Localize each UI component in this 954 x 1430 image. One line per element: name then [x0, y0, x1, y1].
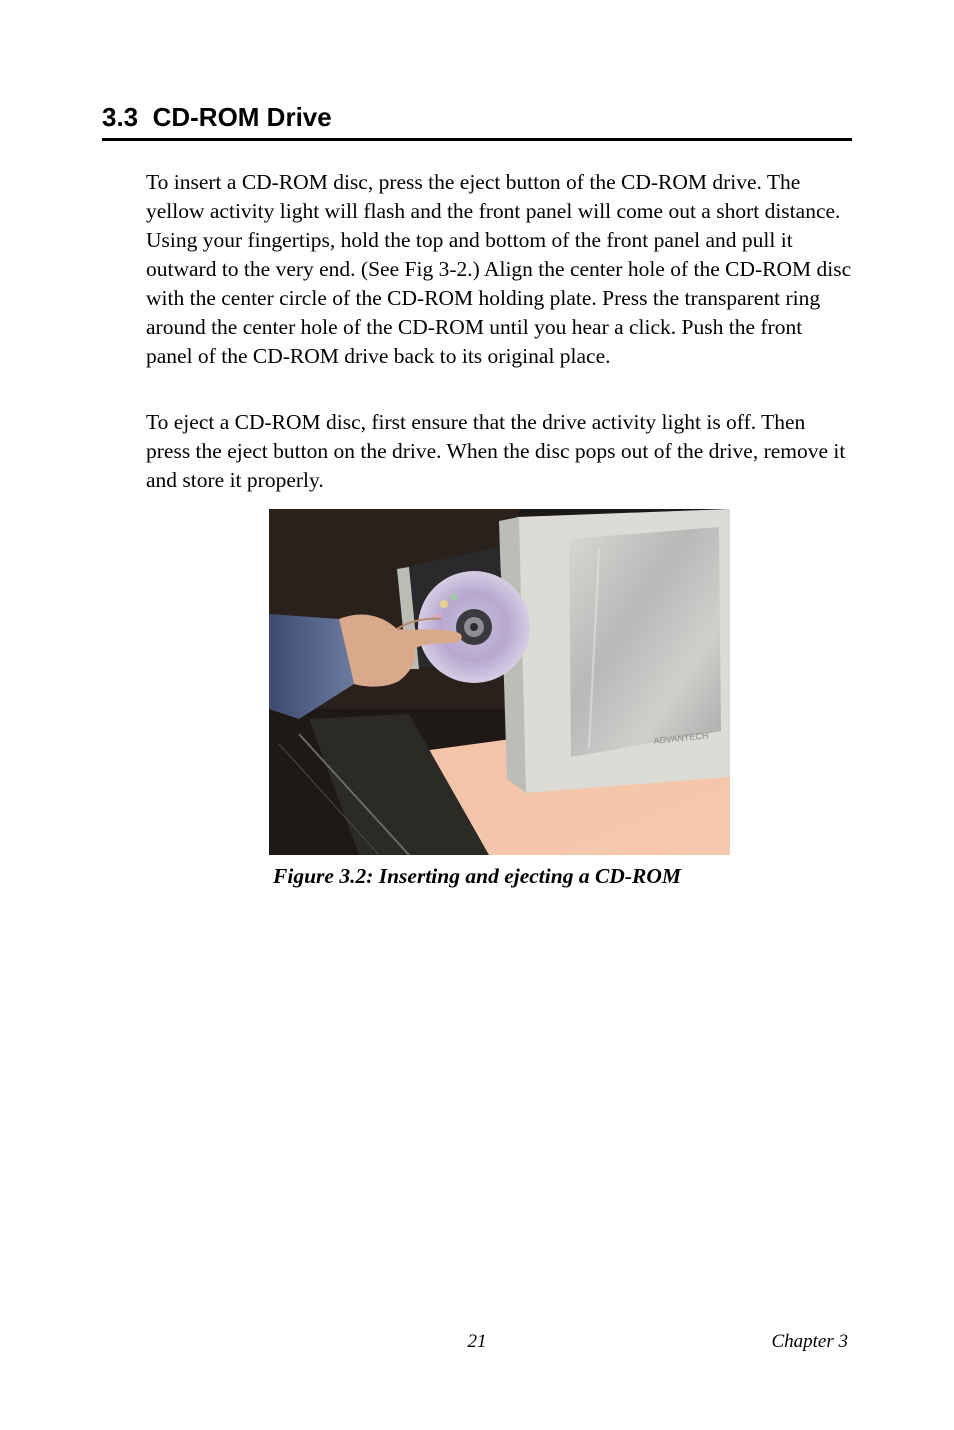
monitor-brand-text: ADVANTECH — [653, 730, 709, 746]
figure-caption: Figure 3.2: Inserting and ejecting a CD-ROM — [273, 864, 681, 888]
paragraph-insert-cdrom: To insert a CD-ROM disc, press the eject button of the CD-ROM drive. The yellow activity light will flash and the front panel will come out a short distance. Using your fingertips, hold the top and bottom of the front panel and pull it outward to the very end. (See Fig 3-2.) Align the center hole of the CD-ROM disc with the center circle of the CD-ROM holding plate. Press the transparent ring around the center hole of the CD-ROM until you hear a click. Push the front panel of the CD-ROM drive back to its original place. — [146, 170, 852, 368]
figure-photo-cdrom — [269, 509, 730, 855]
chapter-label: Chapter 3 — [771, 1331, 848, 1352]
page-number: 21 — [467, 1331, 487, 1352]
section-heading: 3.3 CD-ROM Drive — [102, 98, 852, 141]
paragraph-eject-cdrom: To eject a CD-ROM disc, first ensure that the drive activity light is off. Then press the eject button on the drive. When the disc pops out of the drive, remove it and store it properly. — [146, 410, 846, 492]
